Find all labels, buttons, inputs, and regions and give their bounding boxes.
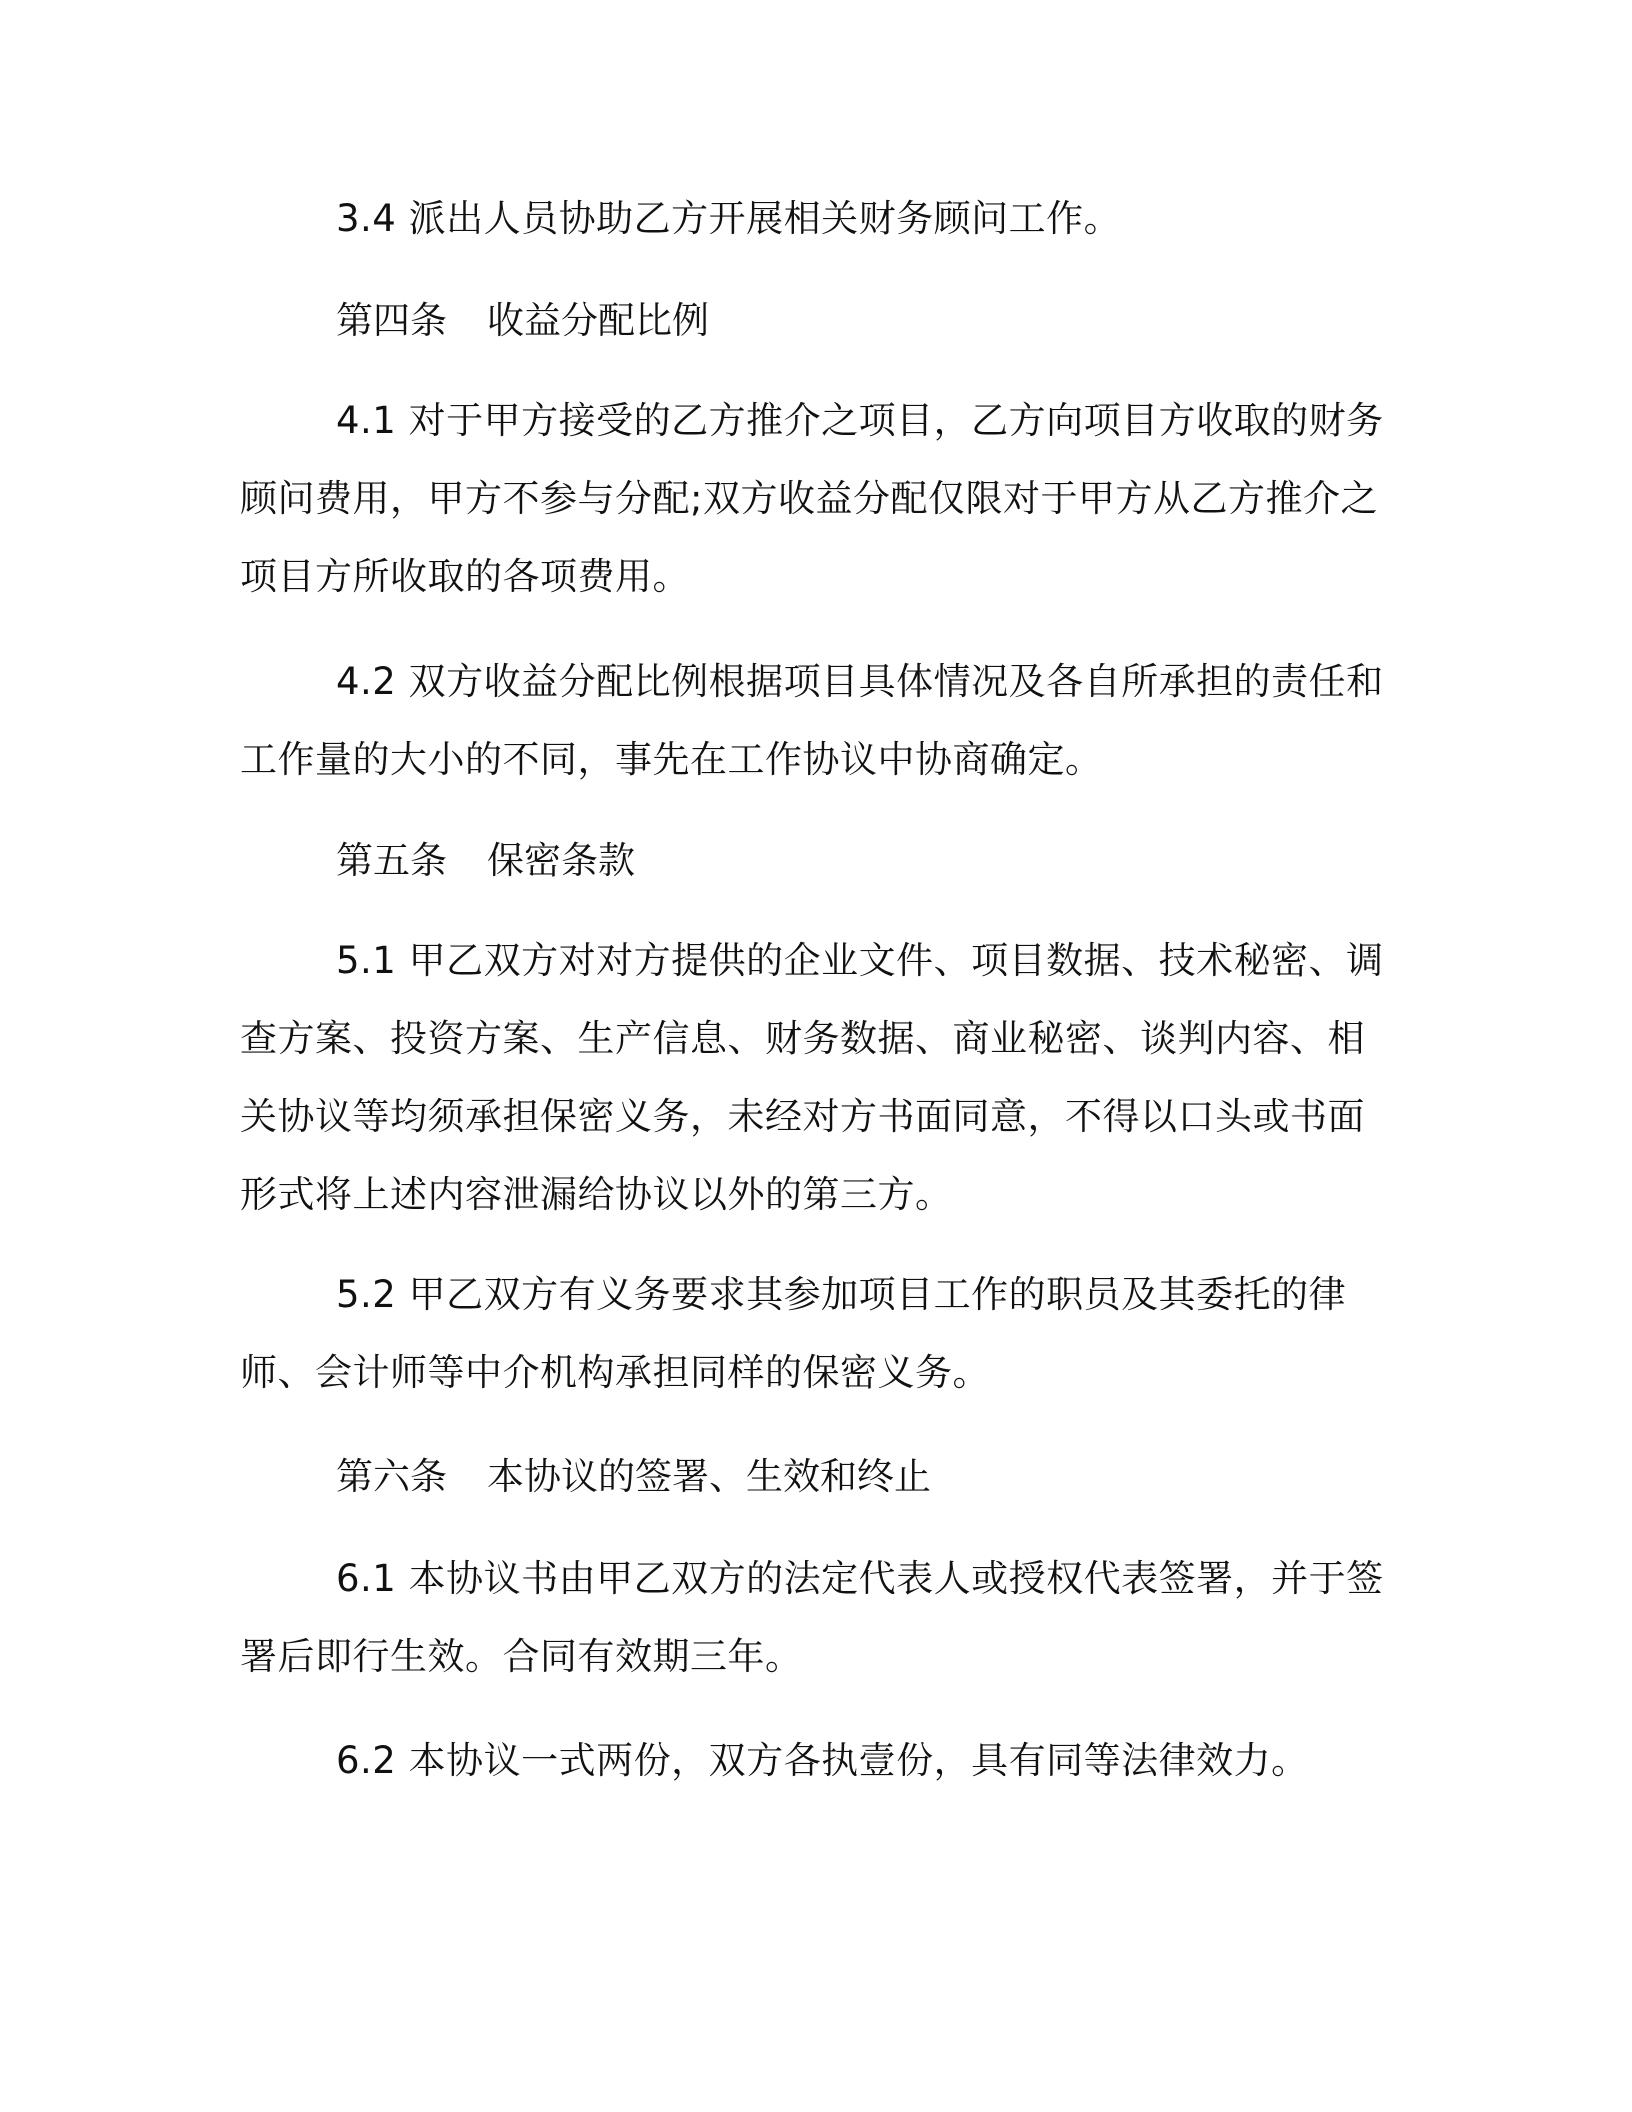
article-5-heading	[240, 822, 1400, 900]
article-6-heading	[240, 1438, 1400, 1516]
article-4-number: 第四条	[336, 299, 447, 342]
paragraph-4-1: 4.1 对于甲方接受的乙方推介之项目，乙方向项目方收取的财务顾问费用，甲方不参与分配;双方收益分配仅限对于甲方从乙方推介之项目方所收取的各项费用。	[240, 399, 1384, 598]
article-6-title: 本协议的签署、生效和终止	[487, 1455, 931, 1498]
paragraph-6-1: 6.1 本协议书由甲乙双方的法定代表人或授权代表签署，并于签署后即行生效。合同有效期三年。	[240, 1557, 1384, 1678]
paragraph-5-1: 5.1 甲乙双方对对方提供的企业文件、项目数据、技术秘密、调查方案、投资方案、生产信息、财务数据、商业秘密、谈判内容、相关协议等均须承担保密义务，未经对方书面同意，不得以口头或书面形式将上述内容泄漏给协议以外的第三方。	[240, 939, 1384, 1216]
paragraph-6-2: 6.2 本协议一式两份，双方各执壹份，具有同等法律效力。	[336, 1739, 1309, 1782]
paragraph-5-2: 5.2 甲乙双方有义务要求其参加项目工作的职员及其委托的律师、会计师等中介机构承担同样的保密义务。	[240, 1273, 1347, 1394]
article-4-title: 收益分配比例	[487, 299, 709, 342]
article-5-title: 保密条款	[487, 839, 635, 882]
paragraph-4-2: 4.2 双方收益分配比例根据项目具体情况及各自所承担的责任和工作量的大小的不同，事先在工作协议中协商确定。	[240, 660, 1384, 781]
article-6-number: 第六条	[336, 1455, 447, 1498]
paragraph-3-4: 3.4 派出人员协助乙方开展相关财务顾问工作。	[336, 197, 1122, 240]
article-5-number: 第五条	[336, 839, 447, 882]
article-4-heading	[240, 282, 1400, 360]
